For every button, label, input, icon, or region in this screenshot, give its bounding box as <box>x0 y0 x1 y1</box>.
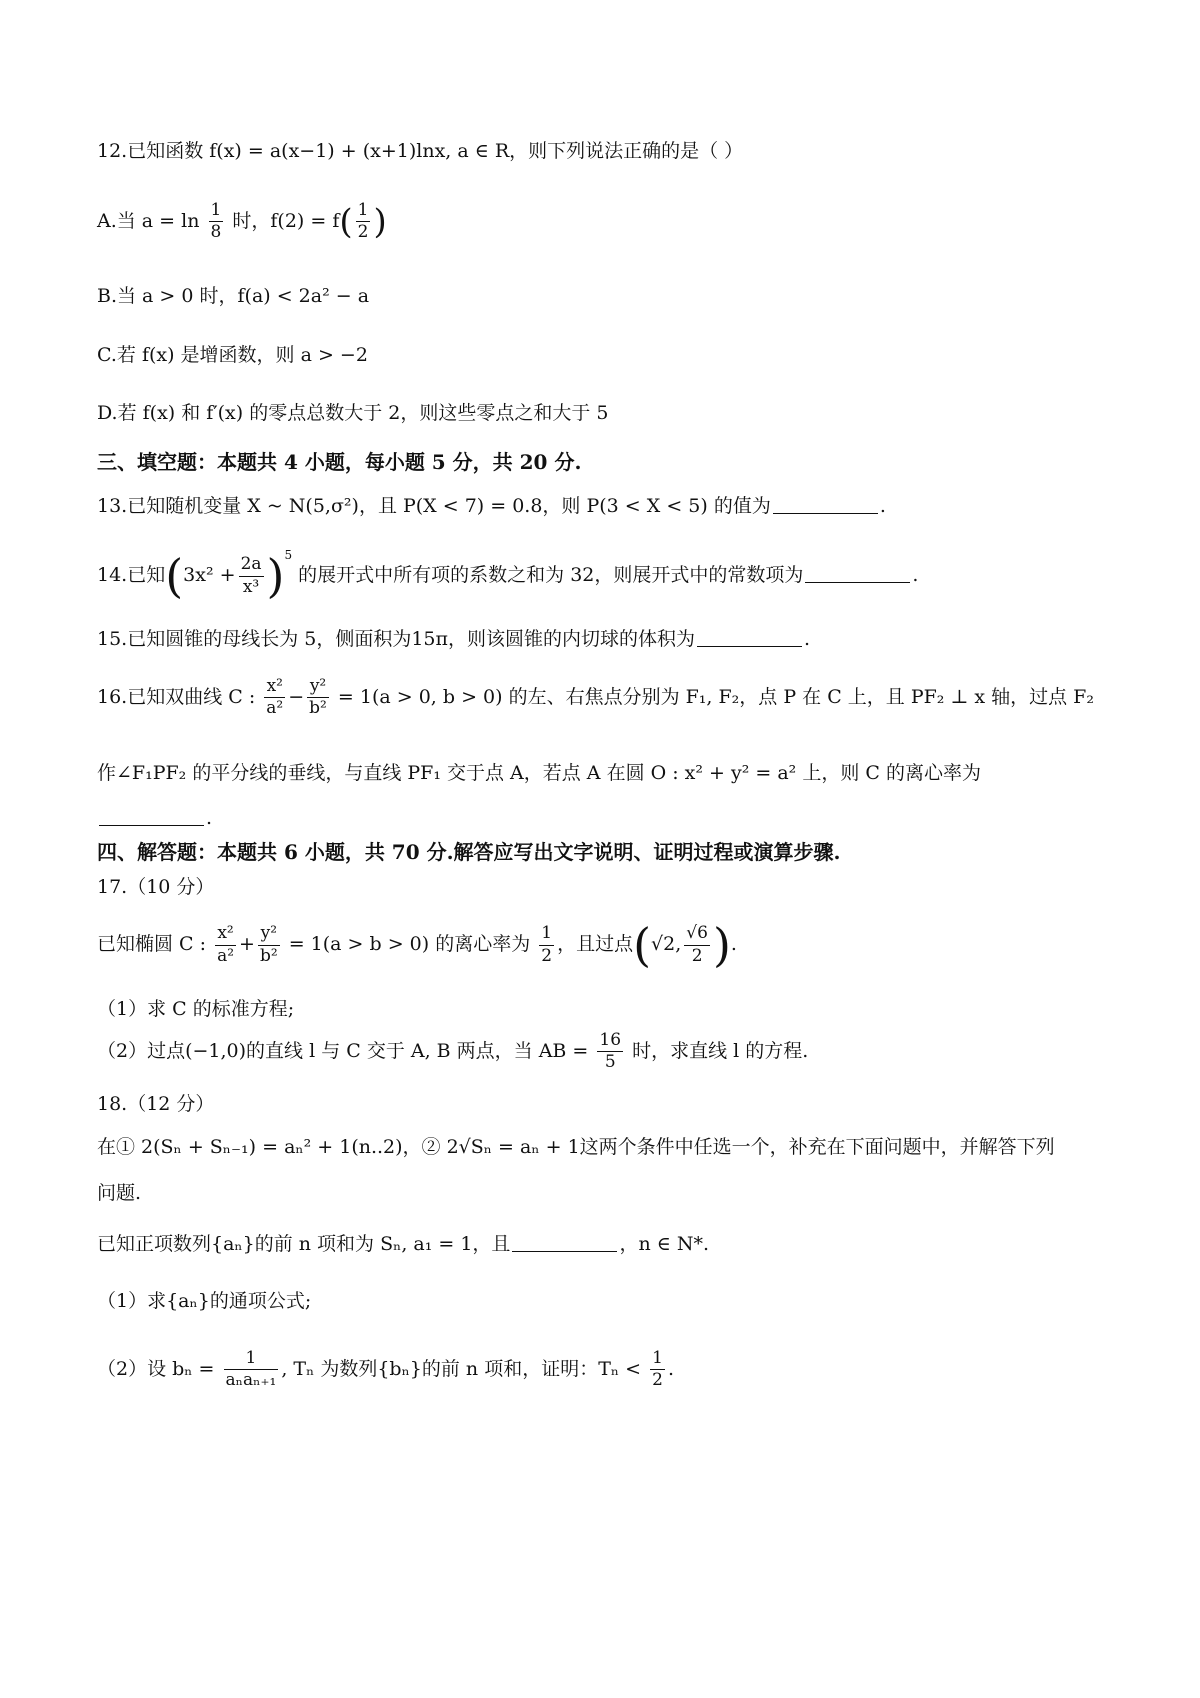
q18-part-1: （1）求{aₙ}的通项公式; <box>97 1290 312 1312</box>
answer-blank <box>697 628 802 647</box>
fraction: $\frac{1}{2}$ <box>541 923 553 966</box>
q14: 14.已知(3x² + $\frac{2a}{\text{x³}}$ )$^5$ 的展开式中所有项的系数之和为 32，则展开式中的常数项为 . <box>97 548 919 603</box>
q12-stem: 12.已知函数 f(x) = a(x−1) + (x+1)lnx, a ∈ R，则下列说法正确的是（ ） <box>97 140 744 162</box>
q18-line-1: 在① 2(Sₙ + Sₙ₋₁) = aₙ² + 1(n..2)，② 2√Sₙ = aₙ + 1这两个条件中任选一个，补充在下面问题中，并解答下列 <box>97 1136 1055 1158</box>
section-3-heading: 三、填空题：本题共 4 小题，每小题 5 分，共 20 分. <box>97 450 582 474</box>
answer-blank <box>805 564 910 583</box>
q17-part-2: （2）过点(−1,0)的直线 l 与 C 交于 A, B 两点，当 AB = $\frac{16}{5}$ 时，求直线 l 的方程. <box>97 1030 809 1073</box>
fraction: $\frac{1}{2}$ <box>652 1348 663 1391</box>
fraction: $\frac{2a}{\text{x³}}$ <box>240 554 262 597</box>
fraction: $\frac{\text{x²}}{\text{a²}}$ <box>217 923 235 966</box>
q12-option-b: B.当 a > 0 时，f(a) < 2a² − a <box>97 285 370 307</box>
fraction: 1 aₙaₙ₊₁ <box>225 1348 277 1391</box>
q18-part-2: （2）设 bₙ = 1 aₙaₙ₊₁ , Tₙ 为数列{bₙ}的前 n 项和，证明：Tₙ < $\frac{1}{2}$ . <box>97 1348 674 1391</box>
q18-heading: 18.（12 分） <box>97 1093 215 1115</box>
q15: 15.已知圆锥的母线长为 5，侧面积为15π，则该圆锥的内切球的体积为 . <box>97 628 811 650</box>
q12-option-d: D.若 f(x) 和 f′(x) 的零点总数大于 2，则这些零点之和大于 5 <box>97 402 609 424</box>
section-4-heading: 四、解答题：本题共 6 小题，共 70 分.解答应写出文字说明、证明过程或演算步骤. <box>97 840 841 864</box>
q12-option-c: C.若 f(x) 是增函数，则 a > −2 <box>97 344 368 366</box>
q16-line-2: 作∠F₁PF₂ 的平分线的垂线，与直线 PF₁ 交于点 A，若点 A 在圆 O : x² + y² = a² 上，则 C 的离心率为 <box>97 762 981 784</box>
fraction: $\frac{\text{y²}}{\text{b²}}$ <box>309 676 327 719</box>
q16-line-1: 16.已知双曲线 C : $\frac{\text{x²}}{\text{a²}}$ − $\frac{\text{y²}}{\text{b²}}$ = 1(a > 0, b > 0) 的左、右焦点分别为 F₁, F₂，点 P 在 C 上，且 PF₂ ⊥ x 轴，过点 F₂ <box>97 676 1094 719</box>
q17-stem: 已知椭圆 C : $\frac{\text{x²}}{\text{a²}}$ + $\frac{\text{y²}}{\text{b²}}$ = 1(a > b > 0) 的离心率为 $\frac{1}{2}$ ，且过点(√2, $\frac{√6}{2}$ ). <box>97 918 737 972</box>
fraction: $\frac{√6}{2}$ <box>686 923 708 966</box>
answer-blank <box>99 807 204 826</box>
fraction: $\frac{\text{y²}}{\text{b²}}$ <box>259 923 278 966</box>
q17-part-1: （1）求 C 的标准方程; <box>97 998 295 1020</box>
fraction: $\frac{\text{x²}}{\text{a²}}$ <box>266 676 284 719</box>
q13: 13.已知随机变量 X ~ N(5,σ²)，且 P(X < 7) = 0.8，则 P(3 < X < 5) 的值为 . <box>97 495 886 517</box>
fraction: $\frac{16}{5}$ <box>599 1030 622 1073</box>
answer-blank <box>512 1233 617 1252</box>
q18-line-2: 问题. <box>97 1182 142 1204</box>
q18-line-3: 已知正项数列{aₙ}的前 n 项和为 Sₙ, a₁ = 1，且 ，n ∈ N*. <box>97 1233 709 1255</box>
q12-option-a: A.当 a = ln $\frac{1}{8}$ 时，f(2) = f( $\frac{1}{2}$ ) <box>97 200 387 243</box>
answer-blank <box>773 495 878 514</box>
q16-line-3: . <box>97 807 1140 830</box>
q17-heading: 17.（10 分） <box>97 876 215 898</box>
fraction: $\frac{1}{2}$ <box>357 200 369 243</box>
fraction: $\frac{1}{8}$ <box>210 200 222 243</box>
